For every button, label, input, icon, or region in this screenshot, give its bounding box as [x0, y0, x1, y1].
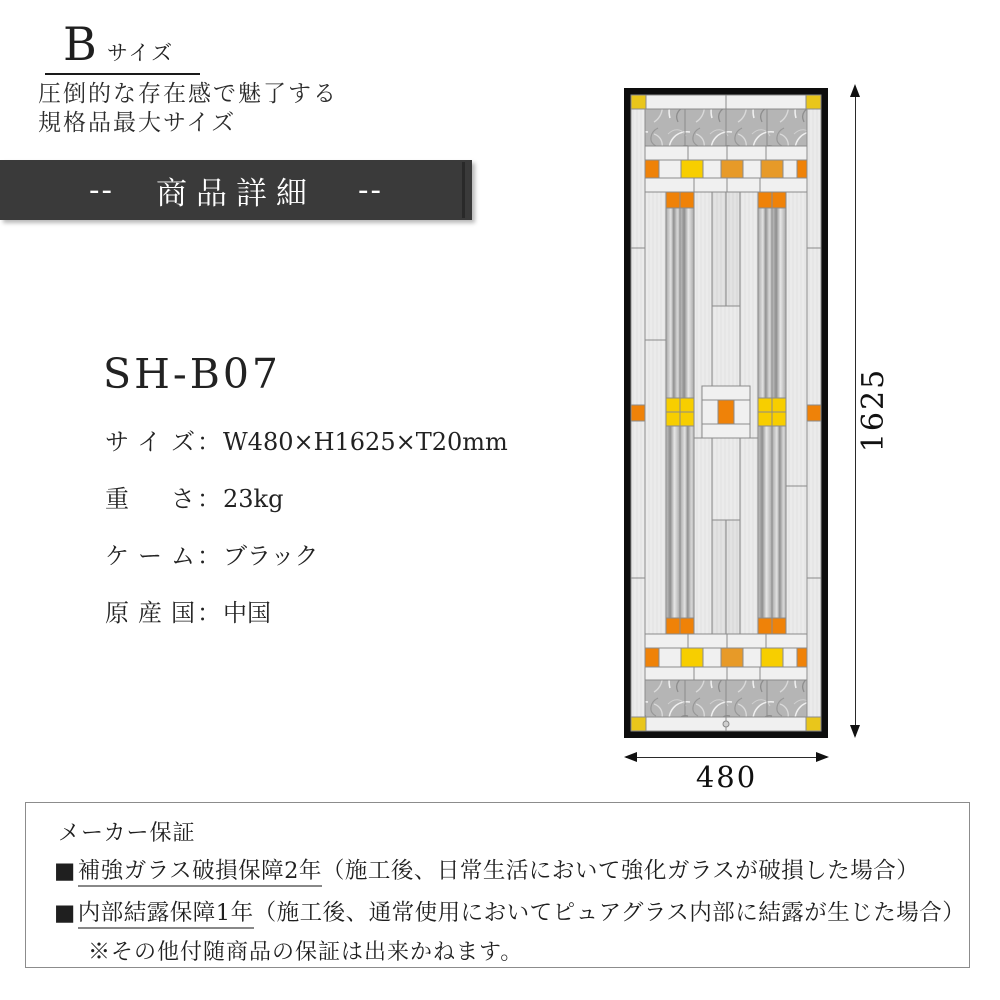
- banner-dash-left: --: [89, 172, 114, 208]
- spec-row-size: [105, 422, 508, 456]
- warranty-note: ※その他付随商品の保証は出来かねます。: [88, 940, 524, 965]
- tagline-line-1: 圧倒的な存在感で魅了する: [38, 81, 338, 107]
- size-letter: B: [63, 17, 97, 71]
- spec-separator: ：: [197, 542, 221, 570]
- tagline-line-2: 規格品最大サイズ: [38, 110, 237, 136]
- banner-title: 商品詳細: [156, 175, 316, 212]
- spec-value: 23kg: [223, 485, 284, 513]
- arrow-up-icon: [850, 84, 860, 97]
- spec-value: 中国: [223, 599, 271, 627]
- warranty-term: 内部結露保障1年: [78, 900, 254, 929]
- warranty-box: [25, 802, 970, 968]
- square-bullet-icon: ■: [54, 858, 76, 884]
- size-heading: [45, 17, 200, 75]
- spec-value: ブラック: [223, 542, 319, 570]
- spec-separator: ：: [197, 428, 221, 456]
- spec-value: W480×H1625×T20mm: [223, 428, 508, 456]
- warranty-item-1: [54, 853, 919, 885]
- warranty-title: メーカー保証: [58, 821, 196, 846]
- spec-label: 重さ: [105, 485, 195, 513]
- size-word: サイズ: [106, 41, 175, 65]
- warranty-desc: （施工後、日常生活において強化ガラスが破損した場合）: [321, 858, 920, 884]
- banner-dash-right: --: [358, 172, 383, 208]
- spec-row-came: [105, 536, 508, 570]
- warranty-term: 補強ガラス破損保障2年: [78, 858, 322, 887]
- tagline: [38, 80, 338, 138]
- arrow-down-icon: [850, 725, 860, 738]
- warranty-item-2: [54, 895, 965, 927]
- spec-row-weight: [105, 479, 508, 513]
- section-banner: [0, 160, 472, 220]
- spec-list: [105, 422, 508, 650]
- panel-glass: [631, 95, 821, 731]
- spec-label: サイズ: [105, 428, 195, 456]
- width-dimension-line: [626, 757, 827, 758]
- spec-separator: ：: [197, 599, 221, 627]
- square-bullet-icon: ■: [54, 900, 76, 926]
- warranty-desc: （施工後、通常使用においてピュアグラス内部に結露が生じた場合）: [253, 900, 966, 926]
- spec-separator: ：: [197, 485, 221, 513]
- stained-glass-panel: [624, 88, 828, 738]
- product-photo-panel: [624, 88, 828, 738]
- width-dimension-label: 480: [695, 760, 758, 794]
- height-dimension-label: 1625: [856, 367, 891, 453]
- spec-label: 原産国: [105, 599, 195, 627]
- product-model: SH-B07: [103, 350, 281, 398]
- spec-label: ケーム: [105, 542, 195, 570]
- spec-row-origin: [105, 593, 508, 627]
